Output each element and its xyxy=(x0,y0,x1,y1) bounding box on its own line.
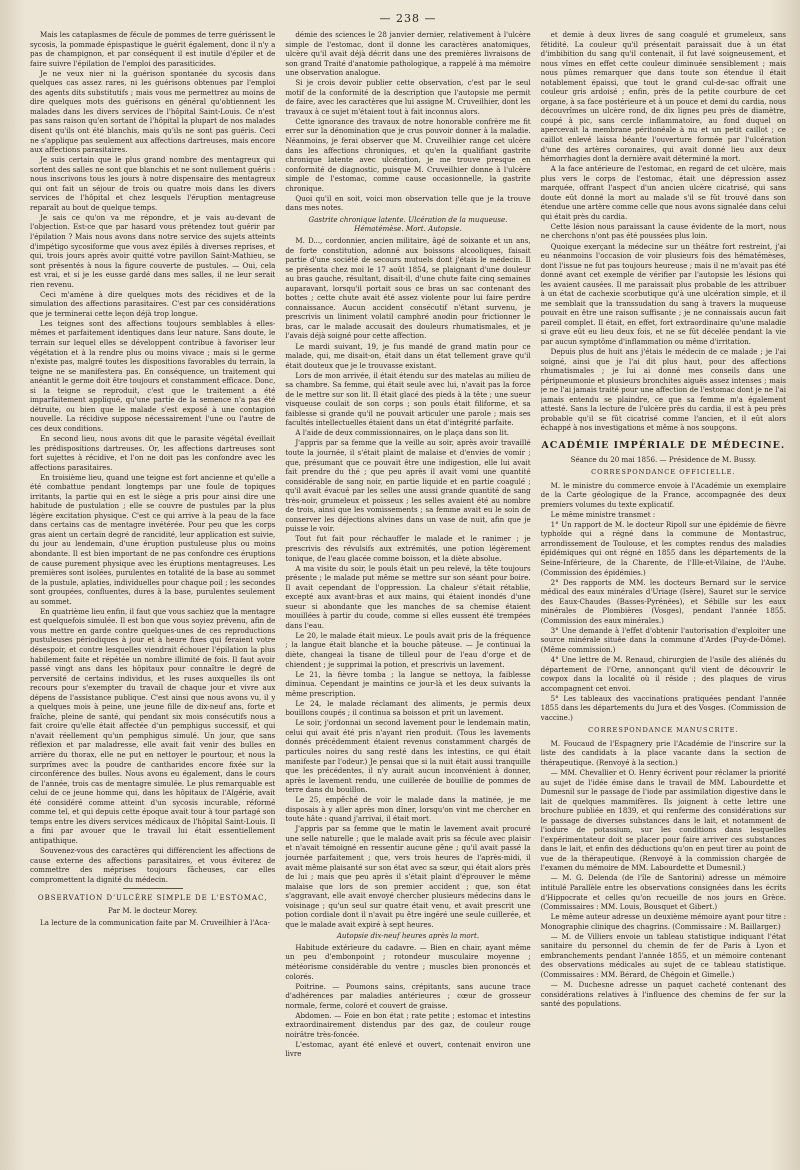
paragraph: Quoique exerçant la médecine sur un théâtre fort restreint, j'ai eu néanmoins l'occasion de voir plusieurs fois des hématémèses, dont l'issue ne fut pas toujours heureuse ; mais il ne m'avait pas été donné avant cet exemple de vérifier par l'autopsie les lésions qui les avaient causées. Il me paraissait plus probable de les attribuer à un état de cachexie scorbutique qu'à une ulcération simple, et il me semblait que la transsudation du sang à travers la muqueuse pouvait en être une raison suffisante ; je ne connaissais aucun fait pareil complet. Il était, en effet, fort extraordinaire qu'une maladie si grave eût eu lieu deux fois, et ne se fût décelée pendant la vie par aucun symptôme d'inflammation ou même d'irritation. xyxy=(540,241,786,346)
paragraph: La lecture de la communication faite par M. Cruveilhier à l'Aca- xyxy=(40,918,271,928)
paragraph: Le 21, la fièvre tomba ; la langue se nettoya, la faiblesse diminua. Cependant je maintins ce jour-là et les deux suivants la même prescription. xyxy=(285,669,531,698)
subheading: Autopsie dix-neuf heures après la mort. xyxy=(336,931,480,941)
paragraph: Tout fut fait pour réchauffer le malade et le ranimer ; je prescrivis des révulsifs aux extrémités, une potion légèrement tonique, de l'eau glacée comme boisson, et la diète absolue. xyxy=(285,534,531,563)
paragraph: Le 24, le malade réclamant des aliments, je permis deux bouillons coupés ; il continua sa boisson et prit un lavement. xyxy=(285,698,531,718)
session-line: Séance du 20 mai 1856. — Présidence de M. Bussy. xyxy=(570,454,757,464)
paragraph: Je suis certain que le plus grand nombre des mentagreux qui sortent des salles ne sont que blanchis et ne sont nullement guéris : nous inscrivons tous les jours à notre dispensaire des mentagreux qui ont fait un séjour de trois ou quatre mois dans les divers services de l'hôpital et chez lesquels l'éruption mentagreuse reparaît au bout de quelque temps. xyxy=(30,155,276,212)
paragraph: Le soir, j'ordonnai un second lavement pour le lendemain matin, celui qui avait été pris n'ayant rien produit. (Tous les lavements donnés précédemment étaient revenus constamment chargés de particules noires du sang resté dans les intestins, ce qui était manifeste par l'odeur.) Je pensai que si la nuit était aussi tranquille que les précédentes, il n'y aurait aucun inconvénient à donner, après le lavement rendu, une cuillerée de bouillie de pommes de terre dans du bouillon. xyxy=(285,718,531,795)
paragraph: Depuis plus de huit ans j'étais le médecin de ce malade ; je l'ai soigné, ainsi que je l'ai dit plus haut, pour des affections rhumatismales ; je lui ai donné mes conseils dans une péripneumonie et plusieurs bronchites aiguës assez intenses ; mais je ne l'ai jamais traité pour une affection de l'estomac dont je ne l'ai jamais entendu se plaindre, ce que sa femme m'a également attesté. Sans la lecture de l'ulcère près du cardia, il est à peu près probable qu'il se fût cicatrisé comme l'ancien, et il eût alors échappé à nos investigations et même à nos soupçons. xyxy=(540,347,786,433)
paragraph: M. D..., cordonnier, ancien militaire, âgé de soixante et un ans, de forte constitution, adonné aux boissons alcooliques, faisait partie d'une société de secours mutuels dont j'étais le médecin. Il se présenta chez moi le 17 août 1854, se plaignant d'une douleur au bras gauche, résultant, disait-il, d'une chute faite cinq semaines auparavant, lorsqu'il portait sous ce bras un sac contenant des bottes ; cette chute avait été assez violente pour lui faire perdre connaissance. Aucun accident consécutif n'étant survenu, je prescrivis un liniment volatil camphré anodin pour frictionner le bras, car le malade accusait des douleurs rhumatismales, et je l'avais déjà soigné pour cette affection. xyxy=(285,235,531,341)
paragraph: En troisième lieu, quand une teigne est fort ancienne et qu'elle a été combattue pendant longtemps par une foule de topiques irritants, la partie qui en est le siège a pris pour ainsi dire une habitude de pustulation ; elle se couvre de pustules par la plus légère excitation physique. C'est ce qui arrive à la peau de la face dans certains cas de mentagre invétérée. Pour peu que les corps gras aient un certain degré de rancidité, leur application est suivie, du jour au lendemain, d'une éruption pustuleuse plus ou moins abondante. Il est bien important de ne pas confondre ces éruptions de cause purement physique avec les éruptions mentagreuses. Les premières sont isolées, purulentes en totalité de la base au sommet de la pustule, aplaties, individuelles pour chaque poil ; les secondes sont groupées, confluentes, dures à la base, purulentes seulement au sommet. xyxy=(30,472,276,606)
paragraph: — M. Duchesne adresse un paquet cacheté contenant des considérations relatives à l'influence des chemins de fer sur la santé des populations. xyxy=(540,980,786,1009)
paragraph: Mais les cataplasmes de fécule de pommes de terre guérissent le sycosis, la pommade épispastique le guérit également, donc il n'y a pas de champignon, et par conséquent il est inutile d'épiler et de faire suivre l'épilation de l'emploi des parasiticides. xyxy=(30,30,276,68)
paragraph: M. Foucaud de l'Espagnery prie l'Académie de l'inscrire sur la liste des candidats à la place vacante dans la section de thérapeutique. (Renvoyé à la section.) xyxy=(540,738,786,767)
article-title: OBSERVATION D'ULCÈRE SIMPLE DE L'ESTOMAC, xyxy=(37,894,268,903)
paragraph: Cette ignorance des travaux de notre honorable confrère me fit errer sur la dénomination que je crus pouvoir donner à la maladie. Néanmoins, je ferai observer que M. Cruveilhier range cet ulcère dans les affections chroniques, et qu'en la qualifiant gastrite chronique latente avec ulcération, je me trouve presque en conformité de diagnostic, puisque M. Cruveilhier donne à l'ulcère simple de l'estomac, comme cause occasionnelle, la gastrite chronique. xyxy=(285,116,531,193)
column-left xyxy=(30,30,275,1160)
byline: Par M. le docteur Morey. xyxy=(108,905,198,915)
paragraph: Cette lésion nous paraissant la cause évidente de la mort, nous ne cherchons n'ont pas été poussées plus loin. xyxy=(540,221,786,241)
subsection-heading: CORRESPONDANCE OFFICIELLE. xyxy=(591,468,736,477)
subsection-heading: CORRESPONDANCE MANUSCRITE. xyxy=(588,726,739,735)
paragraph: Lors de mon arrivée, il était étendu sur des matelas au milieu de sa chambre. Sa femme, qui était seule avec lui, n'avait pas la force de le mettre sur son lit. Il était glacé des pieds à la tête ; une sueur visqueuse coulait de son corps ; son pouls était filiforme, et sa faiblesse si grande qu'il ne pouvait articuler une parole ; mais ses facultés intellectuelles étaient dans un état d'intégrité parfaite. xyxy=(285,370,531,428)
paragraph: Quoi qu'il en soit, voici mon observation telle que je la trouve dans mes notes. xyxy=(285,193,531,213)
subheading: Gastrite chronique latente. Ulcération de la muqueuse. Hématémèse. Mort. Autopsie. xyxy=(308,214,508,234)
paragraph: 1° Un rapport de M. le docteur Ripoll sur une épidémie de fièvre typhoïde qui a régné dans la commune de Montastruc, arrondissement de Toulouse, et les comptes rendus des maladies épidémiques qui ont régné en 1855 dans les départements de la Seine-Inférieure, de la Charente, de l'Ille-et-Vilaine, de l'Aube. (Commission des épidémies.) xyxy=(540,519,786,577)
paragraph: A l'aide de deux commissionnaires, on le plaça dans son lit. xyxy=(295,428,510,438)
text-columns xyxy=(30,30,786,1160)
paragraph: 3° Une demande à l'effet d'obtenir l'autorisation d'exploiter une source minérale située dans la commune d'Ardes (Puy-de-Dôme). (Même commission.) xyxy=(540,625,786,654)
paragraph: Abdomen. — Foie en bon état ; rate petite ; estomac et intestins extraordinairement distendus par des gaz, de couleur rouge noirâtre très-foncée. xyxy=(285,1010,531,1039)
divider xyxy=(123,888,183,889)
paragraph: A la face antérieure de l'estomac, en regard de cet ulcère, mais plus vers le corps de l'estomac, était une dépression assez marquée, offrant l'aspect d'un ancien ulcère cicatrisé, qui sans doute eût donné la mort au malade s'il se fût trouvé dans son étendue une artère comme celle que nous avons signalée dans celui qui était près du cardia. xyxy=(540,164,786,221)
section-heading: ACADÉMIE IMPÉRIALE DE MÉDECINE. xyxy=(541,439,786,451)
paragraph: 4° Une lettre de M. Renaud, chirurgien de l'asile des aliénés du département de l'Orne, annonçant qu'il vient de découvrir le cowpox dans la localité où il réside ; des plaques de virus accompagnent cet envoi. xyxy=(540,654,786,693)
paragraph: Ceci m'amène à dire quelques mots des récidives et de la simulation des affections parasitaires. C'est par ces considérations que je terminerai cette leçon déjà trop longue. xyxy=(30,289,276,318)
paragraph: 2° Des rapports de MM. les docteurs Bernard sur le service médical des eaux minérales d'Uriage (Isère), Sauret sur le service des Eaux-Chaudes (Basses-Pyrénées), et Sébille sur les eaux minérales de Plombières (Vosges), pendant l'année 1855. (Commission des eaux minérales.) xyxy=(540,577,786,625)
paragraph: Le même ministre transmet : xyxy=(550,509,656,519)
paragraph: — MM. Chevallier et O. Henry écrivent pour réclamer la priorité au sujet de l'idée émise dans le travail de MM. Labourdette et Dumesnil sur le passage de l'iode par assimilation digestive dans le lait de quelques mammifères. Ils joignent à cette lettre une brochure publiée en 1839, et qui renferme des considérations sur le passage de diverses substances dans le lait, et notamment de l'iodure de potassium, sur les conditions dans lesquelles l'expérimentateur doit se placer pour faire arriver ces substances dans le lait, et enfin des déductions qu'on en peut tirer au point de vue de la thérapeutique. (Renvoyé à la commission chargée de l'examen du mémoire de MM. Labourdette et Dumesnil.) xyxy=(540,767,786,873)
paragraph: Je sais ce qu'on va me répondre, et je vais au-devant de l'objection. Est-ce que par hasard vous prétendez tout guérir par l'épilation ? Mais nous avons dans notre service des sujets atteints d'impétigo sycosiforme que vous avez épilés à diverses reprises, et qui, trois jours après avoir quitté votre pavillon Saint-Mathieu, se sont présentés à nous la figure couverte de pustules. — Oui, cela est vrai, et si je les eusse gardé dans mes salles, il ne leur serait rien revenu. xyxy=(30,212,276,289)
paragraph: L'estomac, ayant été enlevé et ouvert, contenait environ une livre xyxy=(285,1039,531,1059)
paragraph: Le même auteur adresse un deuxième mémoire ayant pour titre : Monographie clinique des chagrins. (Commissaire : M. Baillarger.) xyxy=(540,912,786,931)
paragraph: Je ne veux nier ni la guérison spontanée du sycosis dans quelques cas assez rares, ni les guérisons obtenues par l'emploi des agents dits substitutifs ; mais vous me permettrez au moins de dire quelques mots des guérisons en général qu'obtiennent les malades dans les divers services de l'hôpital Saint-Louis. Ce n'est pas sans raison qu'en sortant de l'hôpital la plupart de nos malades disent qu'ils ont été blanchis, mais qu'ils ne sont pas guéris. Ceci ne s'applique pas seulement aux affections dartreuses, mais encore aux affections parasitaires. xyxy=(30,68,276,155)
paragraph: J'appris par sa femme que le matin le lavement avait procuré une selle naturelle ; que le malade avait pris sa fécule avec plaisir et n'avait témoigné en ressentir aucune gêne ; qu'il avait passé la journée parfaitement ; que, vers trois heures de l'après-midi, il avait même plaisanté sur son état avec sa sœur, qui était alors près de lui ; mais que peu après il s'était plaint d'éprouver le même malaise que lors de son premier accident ; que, son état s'aggravant, elle avait envoyé chercher plusieurs médecins dans le voisinage ; qu'un seul sur quatre était venu, et avait prescrit une potion cordiale dont il n'avait pu être ingéré une seule cuillerée, et que le malade avait expiré à sept heures. xyxy=(285,824,531,929)
paragraph: Le 20, le malade était mieux. Le pouls avait pris de la fréquence ; la langue était blanche et la bouche pâteuse. — Je continuai la diète, changeai la tisane de tilleul pour de l'eau d'orge et de chiendent ; je supprimai la potion, et prescrivis un lavement. xyxy=(285,630,531,669)
paragraph: Habitude extérieure du cadavre. — Bien en chair, ayant même un peu d'embonpoint ; rotondeur musculaire moyenne ; météorisme considérable du ventre ; muscles bien prononcés et colorés. xyxy=(285,942,531,981)
paragraph: Poitrine. — Poumons sains, crépitants, sans aucune trace d'adhérences par maladies antérieures ; cœur de grosseur normale, ferme, coloré et couvert de graisse. xyxy=(285,981,531,1010)
paragraph: En quatrième lieu enfin, il faut que vous sachiez que la mentagre est quelquefois simulée. Il est bon que vous soyiez prévenu, afin de vous mettre en garde contre quelques-unes de ces reproductions pustuleuses périodiques à jour et à heure fixes qui feraient votre désespoir, et contre lesquelles viendrait échouer l'épilation la plus habilement faite et répétée un nombre illimité de fois. Il faut avoir passé vingt ans dans les hôpitaux pour connaître le degré de perversité de certains individus, et les ruses auxquelles ils ont recours pour s'exempter du travail de chaque jour et vivre aux dépens de l'assistance publique. C'est ainsi que nous avons vu, il y a quelques mois à peine, une jeune fille de dix-neuf ans, forte et fraîche, pleine de santé, qui pendant six mois consécutifs nous a fait croire qu'elle était affectée d'un pemphigus successif, et qui n'avait réellement qu'un pemphigus simulé. Un jour, que sans réflexion et par maladresse, elle avait fait venir des bulles en arrière du thorax, elle ne put en nettoyer le pourtour, et nous la surprîmes avec la poudre de cantharides encore fixée sur la circonférence des bulles. Nous avons eu également, dans le cours de l'année, trois cas de mentagre simulée. Le plus remarquable est celui de ce jeune homme qui, dans les hôpitaux de l'Algérie, avait été considéré comme atteint d'un sycosis incurable, réformé comme tel, et qui depuis cette époque avait tour à tour partagé son temps entre les divers services médicaux de l'hôpital Saint-Louis. Il a fini par avouer que le travail lui était essentiellement antipathique. xyxy=(30,606,276,845)
paragraph: M. le ministre du commerce envoie à l'Académie un exemplaire de la Carte géologique de la France, accompagnée des deux premiers volumes du texte explicatif. xyxy=(540,480,786,509)
paragraph: Le 25, empêché de voir le malade dans la matinée, je me disposais à y aller après mon dîner, lorsqu'on vint me chercher en toute hâte : quand j'arrivai, il était mort. xyxy=(285,795,531,824)
paragraph: 5° Les tableaux des vaccinations pratiquées pendant l'année 1855 dans les départements du Jura et des Vosges. (Commission de vaccine.) xyxy=(540,693,786,722)
page-number: — 238 — xyxy=(379,12,437,25)
paragraph: démie des sciences le 28 janvier dernier, relativement à l'ulcère simple de l'estomac, dont il donne les caractères anatomiques, ulcère qu'il avait déjà décrit dans une des premières livraisons de son grand Traité d'anatomie pathologique, a rappelé à ma mémoire une observation analogue. xyxy=(285,30,531,78)
paragraph: — M. G. Delenda (de l'île de Santorini) adresse un mémoire intitulé Parallèle entre les observations consignées dans les écrits d'Hippocrate et celles qu'on recueille de nos jours en Grèce. (Commissaires : MM. Louis, Bousquet et Gibert.) xyxy=(540,873,786,912)
paragraph: Les teignes sont des affections toujours semblables à elles-mêmes et parfaitement identiques dans leur nature. Sans doute, le terrain sur lequel elles se développent contribue à favoriser leur végétation et à la rendre plus ou moins vivace ; mais si le germe n'existe pas, malgré toutes les dispositions favorables du terrain, la teigne ne se manifestera pas. En conséquence, un traitement qui anéantit le germe doit être toujours et constamment efficace. Donc, si la teigne se reproduit, c'est que le traitement a été imparfaitement appliqué, qu'une partie de la semence n'a pas été détruite, ou bien que le malade s'est exposé à une contagion nouvelle. La récidive suppose nécessairement l'une ou l'autre de ces deux conditions. xyxy=(30,318,276,433)
paragraph: A ma visite du soir, le pouls était un peu relevé, la tête toujours présente ; le malade put même se mettre sur son séant pour boire. Il avait cependant de l'oppression. La chaleur s'était rétablie, excepté aux avant-bras et aux mains, qui étaient inondés d'une sueur si abondante que les manches de sa chemise étaient mouillées à partir du coude, comme si elles eussent été trempées dans l'eau. xyxy=(285,563,531,630)
paragraph: Souvenez-vous des caractères qui différencient les affections de cause externe des affections parasitaires, et vous éviterez de commettre des méprises toujours fâcheuses, car elles compromettent la dignité du médecin. xyxy=(30,845,276,884)
paragraph: J'appris par sa femme que la veille au soir, après avoir travaillé toute la journée, il s'était plaint de malaise et d'envies de vomir ; que, présumant que ce pouvait être une indigestion, elle lui avait fait prendre du thé ; que peu après il avait vomi une quantité considérable de sang noir, en partie liquide et en partie coagulé ; qu'il avait évacué par les selles une aussi grande quantité de sang très-noir, grumeleux et poisseux ; les selles avaient été au nombre de trois, ainsi que les vomissements ; sa femme avait eu le soin de conserver les déjections alvines dans un vase de nuit, afin que je puisse le voir. xyxy=(285,438,531,534)
paragraph: Le mardi suivant, 19, je fus mandé de grand matin pour ce malade, qui, me disait-on, était dans un état tellement grave qu'il était douteux que je le trouvasse existant. xyxy=(285,341,531,370)
column-right xyxy=(541,30,786,1160)
paragraph: et demie à deux livres de sang coagulé et grumeleux, sans fétidité. La couleur qu'il présentait paraissait due à un état d'imbibition du sang qu'il contenait, il fut lavé soigneusement, et nous vîmes en effet cette couleur diminuée sensiblement ; mais nous pûmes remarquer que dans toute son étendue il était notablement épaissi, que tout le grand cul-de-sac offrait une couleur gris ardoisé ; enfin, près de la petite courbure de cet organe, à sa face postérieure et à un pouce et demi du cardia, nous découvrîmes un ulcère rond, de dix lignes peu près de diamètre, coupé à pic, sans cercle inflammatoire, au fond duquel on apercevait la membrane péritonéale à nu et un petit caillot ; ce caillot enlevé laissa béante l'ouverture formée par l'ulcération d'une des artères coronaires, qui avait donné lieu aux deux hémorrhagies dont la dernière avait déterminé la mort. xyxy=(540,30,786,164)
paragraph: — M. de Villiers envoie un tableau statistique indiquant l'état sanitaire du personnel du chemin de fer de Paris à Lyon et embranchements pendant l'année 1855, et un mémoire contenant des observations médicales au sujet de ce tableau statistique. (Commissaires : MM. Bérard, de Chégoin et Gimelle.) xyxy=(540,931,786,979)
paragraph: Si je crois devoir publier cette observation, c'est par le seul motif de la conformité de la description que l'autopsie me permit de faire, avec les caractères que lui assigne M. Cruveilhier, dont les travaux à ce sujet m'étaient tout à fait inconnus alors. xyxy=(285,78,531,116)
paragraph: En second lieu, nous avons dit que le parasite végétal éveillait les prédispositions dartreuses. Or, les affections dartreuses sont fort sujettes à récidive, et l'on ne doit pas les confondre avec les affections parasitaires. xyxy=(30,433,276,472)
column-middle xyxy=(285,30,530,1160)
